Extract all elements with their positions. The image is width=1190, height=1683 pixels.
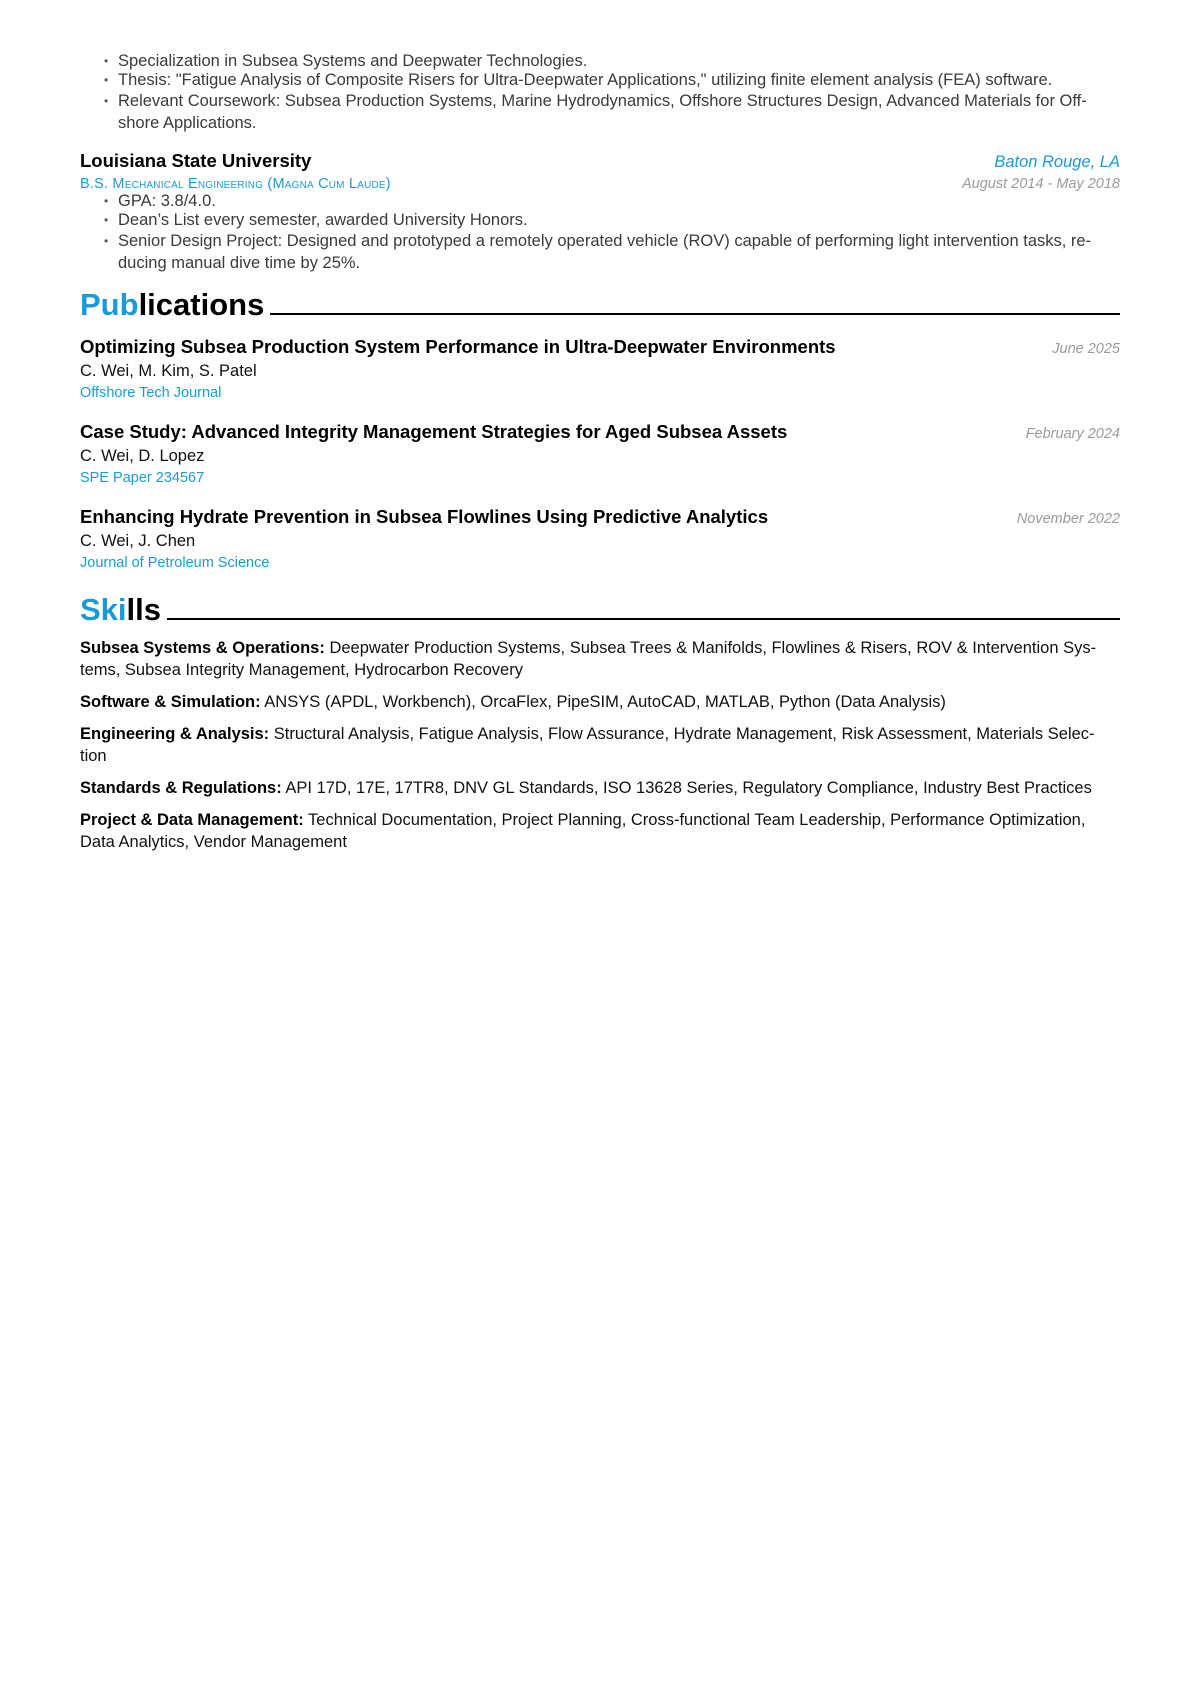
institution-location: Baton Rouge, LA <box>994 153 1120 171</box>
publication-item <box>80 506 1120 571</box>
list-item: • Relevant Coursework: Subsea Production Systems, Marine Hydrodynamics, Offshore Structures Design, Advanced Materials for Off-shore Applications. <box>118 90 1120 134</box>
publication-date: February 2024 <box>1025 426 1120 442</box>
publication-title: Optimizing Subsea Production System Performance in Ultra-Deepwater Environments <box>80 336 836 357</box>
degree: B.S. Mechanical Engineering (Magna Cum Laude) <box>80 176 391 192</box>
publication-header-row <box>80 421 1120 443</box>
publication-item <box>80 336 1120 401</box>
skill-value: API 17D, 17E, 17TR8, DNV GL Standards, ISO 13628 Series, Regulatory Compliance, Industry Best Practices <box>285 779 1092 797</box>
publication-authors: C. Wei, D. Lopez <box>80 447 205 465</box>
skill-value: Structural Analysis, Fatigue Analysis, Flow Assurance, Hydrate Management, Risk Assessment, Materials Selec-tion <box>80 725 1095 765</box>
section-divider <box>270 313 1120 315</box>
skill-label: Software & Simulation: <box>80 693 261 711</box>
skills-section <box>80 593 1120 853</box>
education-entry-lsu <box>80 150 1120 274</box>
skill-item <box>80 637 1120 681</box>
publication-authors: C. Wei, M. Kim, S. Patel <box>80 362 257 380</box>
section-title-rest: lications <box>138 287 265 322</box>
education-subheader-row <box>80 176 1120 192</box>
skill-item <box>80 723 1120 767</box>
publication-venue: Offshore Tech Journal <box>80 385 222 401</box>
section-title-rest: lls <box>126 592 161 627</box>
skill-item <box>80 777 1120 799</box>
publication-header-row <box>80 506 1120 528</box>
skill-label: Engineering & Analysis: <box>80 725 270 743</box>
section-title <box>80 288 264 322</box>
skill-label: Project & Data Management: <box>80 811 304 829</box>
education-dates: August 2014 - May 2018 <box>962 176 1120 192</box>
education-top-bullets <box>80 52 1120 134</box>
skill-value: Deepwater Production Systems, Subsea Trees & Manifolds, Flowlines & Risers, ROV & Intervention Sys-tems, Subsea Integrity Management, Hydrocarbon Recovery <box>80 639 1097 679</box>
section-divider <box>167 618 1120 620</box>
list-item: • GPA: 3.8/4.0. <box>118 192 1120 211</box>
list-item: • Dean’s List every semester, awarded University Honors. <box>118 211 1120 230</box>
skill-value: Technical Documentation, Project Planning, Cross-functional Team Leadership, Performance Optimization, Data Analytics, Vendor Management <box>80 811 1086 851</box>
list-item: • Specialization in Subsea Systems and Deepwater Technologies. <box>118 52 1120 71</box>
education-lsu-bullets <box>80 192 1120 274</box>
publications-section <box>80 288 1120 571</box>
skill-value: ANSYS (APDL, Workbench), OrcaFlex, PipeSIM, AutoCAD, MATLAB, Python (Data Analysis) <box>264 693 946 711</box>
publication-item <box>80 421 1120 486</box>
list-item: • Senior Design Project: Designed and prototyped a remotely operated vehicle (ROV) capable of performing light intervention tasks, re-ducing manual dive time by 25%. <box>118 230 1120 274</box>
publication-title: Case Study: Advanced Integrity Management Strategies for Aged Subsea Assets <box>80 421 788 442</box>
publication-venue: SPE Paper 234567 <box>80 470 205 486</box>
list-item: • Thesis: "Fatigue Analysis of Composite Risers for Ultra-Deepwater Applications," utilizing finite element analysis (FEA) software. <box>118 71 1120 90</box>
institution-name: Louisiana State University <box>80 150 312 171</box>
section-header <box>80 288 1120 322</box>
skill-label: Standards & Regulations: <box>80 779 282 797</box>
publication-title: Enhancing Hydrate Prevention in Subsea Flowlines Using Predictive Analytics <box>80 506 769 527</box>
skill-item <box>80 809 1120 853</box>
skill-label: Subsea Systems & Operations: <box>80 639 325 657</box>
section-header <box>80 593 1120 627</box>
section-title-accent: Ski <box>80 592 127 627</box>
education-header-row <box>80 150 1120 172</box>
publication-authors: C. Wei, J. Chen <box>80 532 196 550</box>
skill-item <box>80 691 1120 713</box>
section-title <box>80 593 161 627</box>
publication-date: June 2025 <box>1052 341 1120 357</box>
publication-date: November 2022 <box>1016 511 1120 527</box>
publication-header-row <box>80 336 1120 358</box>
section-title-accent: Pub <box>80 287 139 322</box>
publication-venue: Journal of Petroleum Science <box>80 555 270 571</box>
